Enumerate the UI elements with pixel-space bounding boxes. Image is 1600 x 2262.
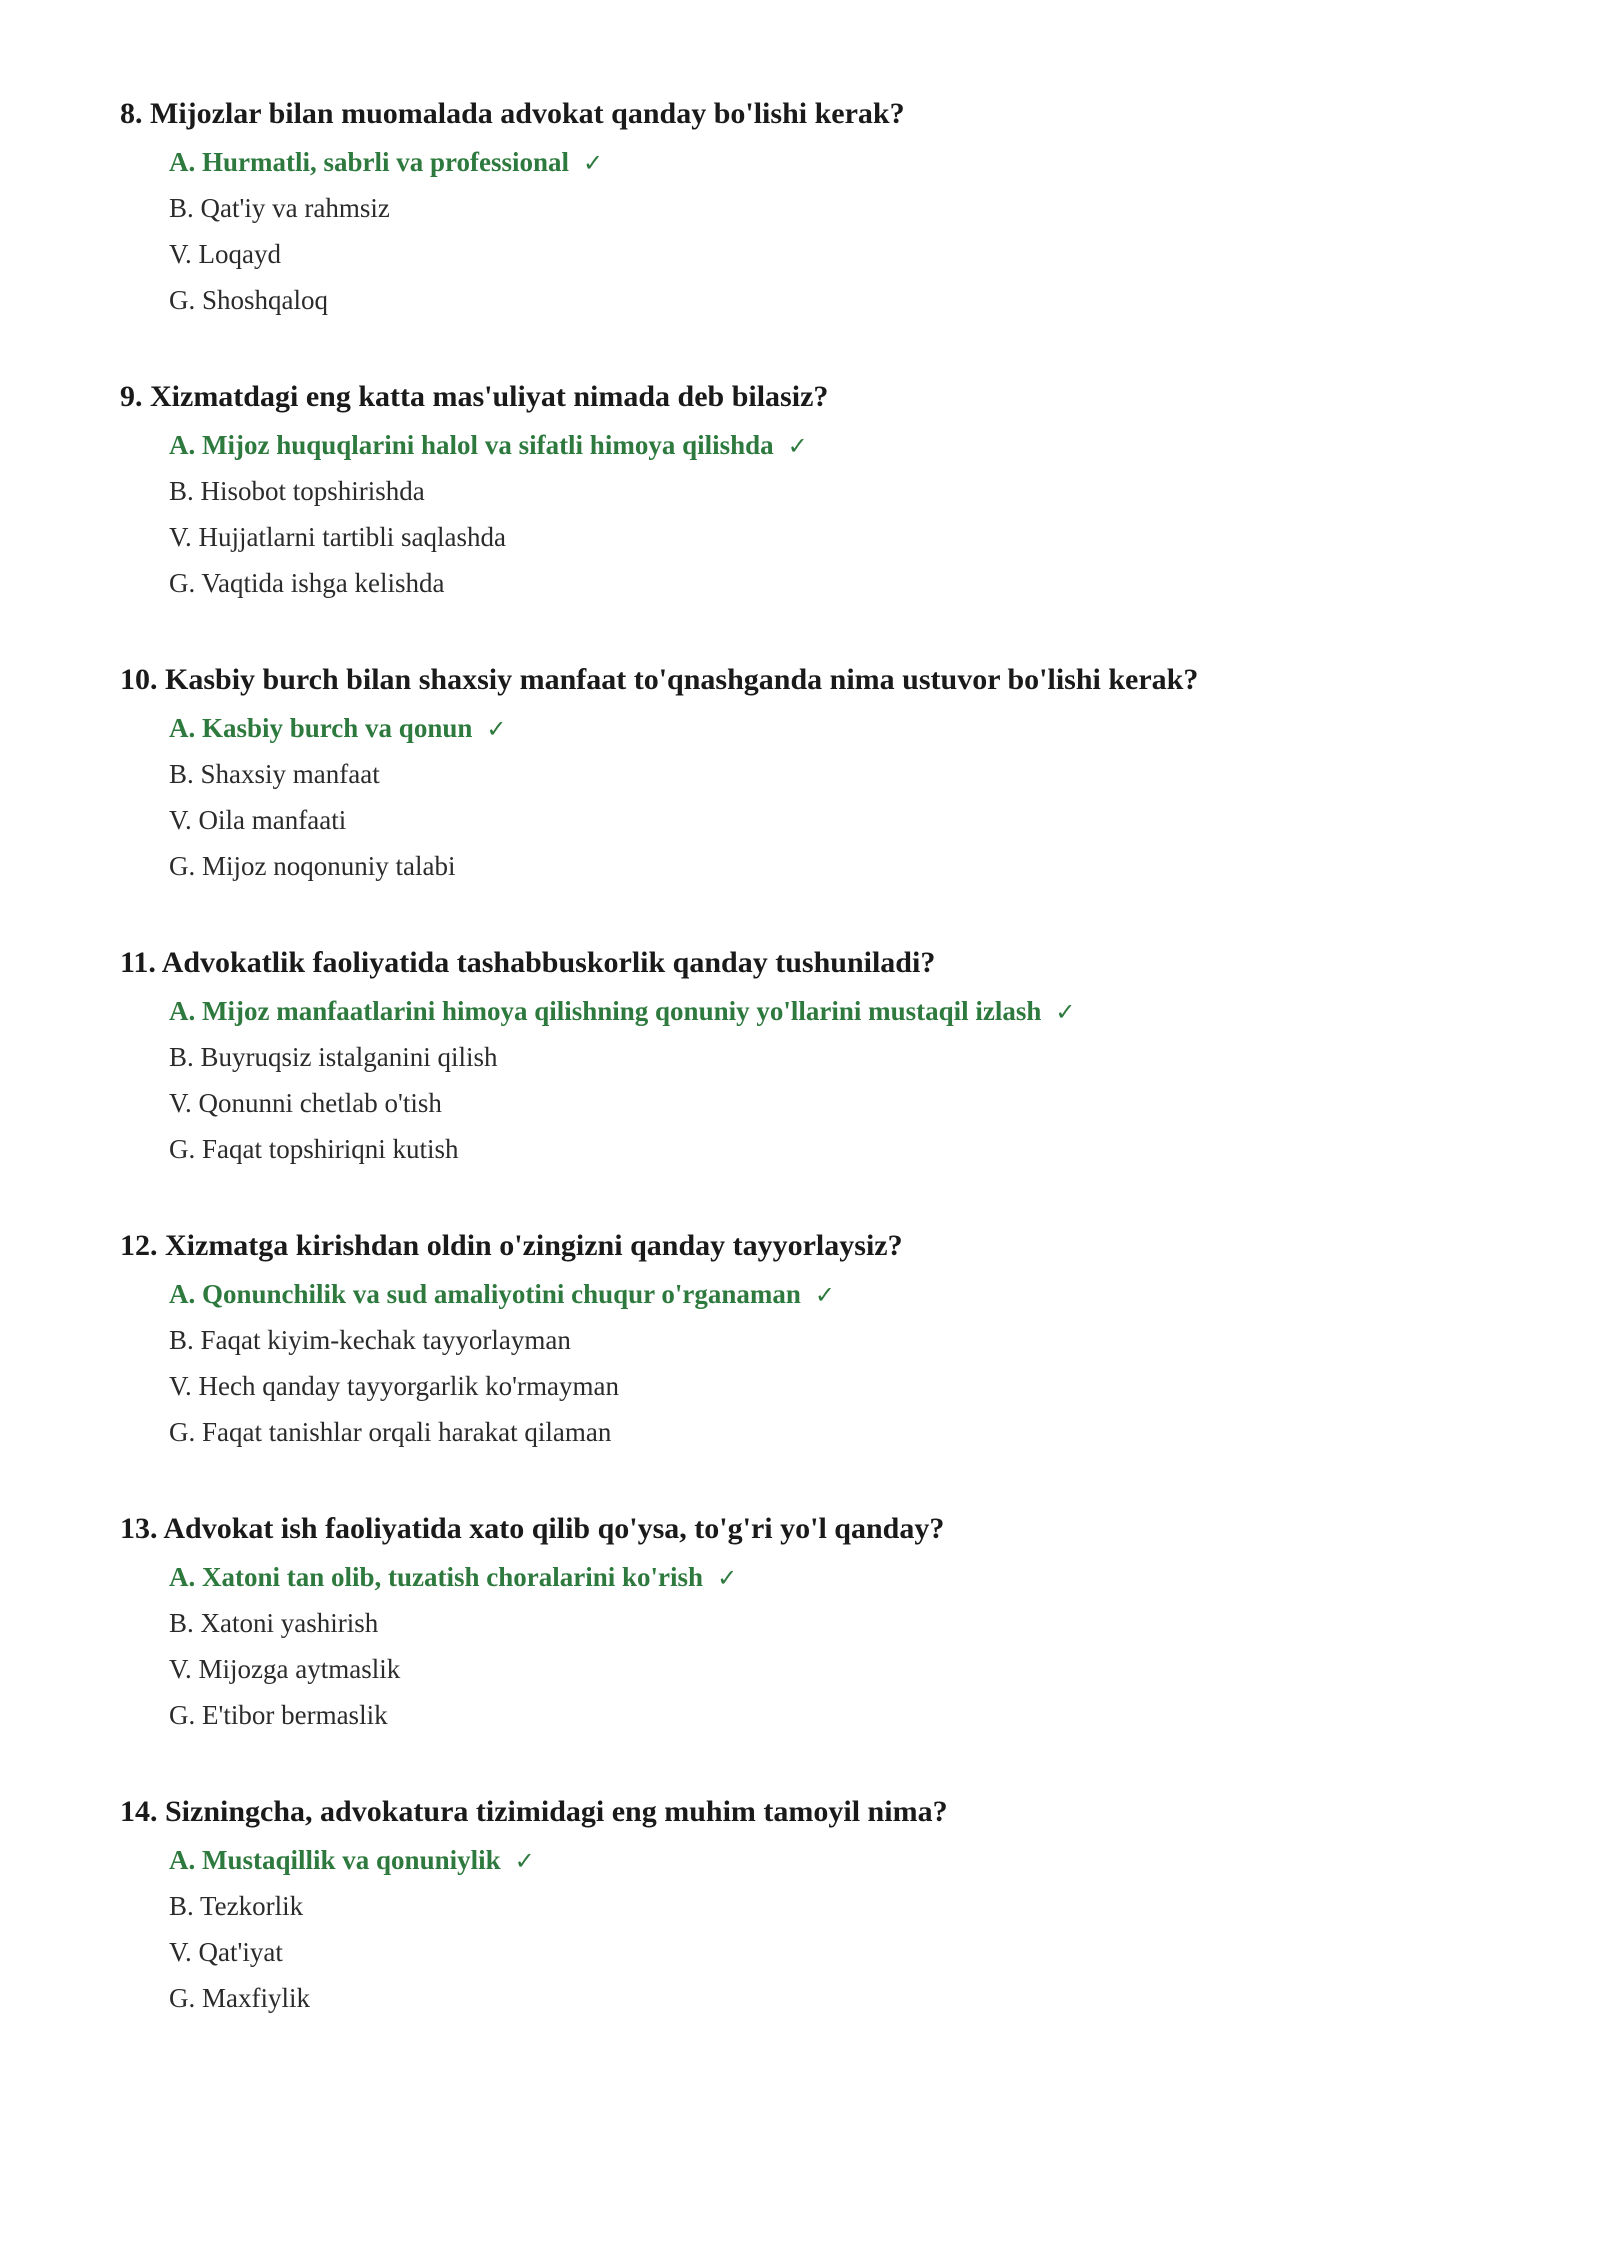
answer-option: V. Hech qanday tayyorgarlik ko'rmayman (169, 1371, 619, 1401)
answer-option: B. Qat'iy va rahmsiz (169, 193, 390, 223)
answer-option: B. Buyruqsiz istalganini qilish (169, 1042, 498, 1072)
check-icon: ✓ (787, 432, 808, 460)
quiz-page (120, 94, 1520, 2075)
check-icon: ✓ (514, 1847, 535, 1875)
check-icon: ✓ (1055, 998, 1076, 1026)
answer-option: G. Mijoz noqonuniy talabi (169, 851, 456, 881)
check-icon: ✓ (717, 1564, 738, 1592)
answer-text: A. Qonunchilik va sud amaliyotini chuqur o'rganaman (169, 1279, 801, 1309)
question-8 (120, 94, 1520, 328)
answer-option: G. E'tibor bermaslik (169, 1700, 388, 1730)
answer-option-correct (169, 993, 1520, 1039)
question-14 (120, 1792, 1520, 2026)
question-9 (120, 377, 1520, 611)
answer-option: B. Hisobot topshirishda (169, 476, 425, 506)
question-title: 10. Kasbiy burch bilan shaxsiy manfaat to'qnashganda nima ustuvor bo'lishi kerak? (120, 663, 1199, 696)
answer-option: V. Oila manfaati (169, 805, 347, 835)
answer-text: A. Hurmatli, sabrli va professional (169, 147, 570, 177)
check-icon: ✓ (814, 1281, 836, 1309)
answer-option-correct (169, 427, 1520, 473)
answer-options (120, 1276, 1520, 1460)
answer-text: A. Mijoz manfaatlarini himoya qilishning qonuniy yo'llarini mustaqil izlash (169, 996, 1042, 1026)
check-icon: ✓ (486, 715, 507, 743)
answer-option: V. Mijozga aytmaslik (169, 1654, 401, 1684)
answer-option: B. Faqat kiyim-kechak tayyorlayman (169, 1325, 571, 1355)
answer-options (120, 1559, 1520, 1743)
question-title: 14. Sizningcha, advokatura tizimidagi eng muhim tamoyil nima? (120, 1795, 948, 1828)
question-title: 11. Advokatlik faoliyatida tashabbuskorlik qanday tushuniladi? (120, 946, 936, 979)
question-13 (120, 1509, 1520, 1743)
answer-option-correct (169, 1276, 1520, 1322)
answer-option: V. Hujjatlarni tartibli saqlashda (169, 522, 506, 552)
answer-option: V. Qat'iyat (169, 1937, 283, 1967)
answer-text: A. Mijoz huquqlarini halol va sifatli himoya qilishda (169, 430, 774, 460)
answer-option: G. Maxfiylik (169, 1983, 310, 2013)
answer-text: A. Kasbiy burch va qonun (169, 713, 473, 743)
answer-option: B. Shaxsiy manfaat (169, 759, 380, 789)
question-12 (120, 1226, 1520, 1460)
question-title: 13. Advokat ish faoliyatida xato qilib qo'ysa, to'g'ri yo'l qanday? (120, 1512, 945, 1545)
question-10 (120, 660, 1520, 894)
answer-option: B. Xatoni yashirish (169, 1608, 379, 1638)
answer-option: G. Faqat topshiriqni kutish (169, 1134, 459, 1164)
answer-options (120, 144, 1520, 328)
answer-text: A. Xatoni tan olib, tuzatish choralarini ko'rish (169, 1562, 704, 1592)
answer-options (120, 993, 1520, 1177)
question-11 (120, 943, 1520, 1177)
question-title: 12. Xizmatga kirishdan oldin o'zingizni qanday tayyorlaysiz? (120, 1229, 903, 1262)
answer-option-correct (169, 144, 1520, 190)
answer-option: G. Vaqtida ishga kelishda (169, 568, 445, 598)
answer-options (120, 427, 1520, 611)
answer-option-correct (169, 1842, 1520, 1888)
answer-option-correct (169, 710, 1520, 756)
question-title: 8. Mijozlar bilan muomalada advokat qanday bo'lishi kerak? (120, 97, 905, 130)
answer-option: G. Shoshqaloq (169, 285, 329, 315)
answer-options (120, 1842, 1520, 2026)
answer-option: G. Faqat tanishlar orqali harakat qilaman (169, 1417, 612, 1447)
answer-option-correct (169, 1559, 1520, 1605)
answer-option: V. Qonunni chetlab o'tish (169, 1088, 442, 1118)
answer-option: B. Tezkorlik (169, 1891, 304, 1921)
answer-options (120, 710, 1520, 894)
check-icon: ✓ (583, 149, 604, 177)
answer-text: A. Mustaqillik va qonuniylik (169, 1845, 501, 1875)
question-title: 9. Xizmatdagi eng katta mas'uliyat nimada deb bilasiz? (120, 380, 829, 413)
answer-option: V. Loqayd (169, 239, 281, 269)
